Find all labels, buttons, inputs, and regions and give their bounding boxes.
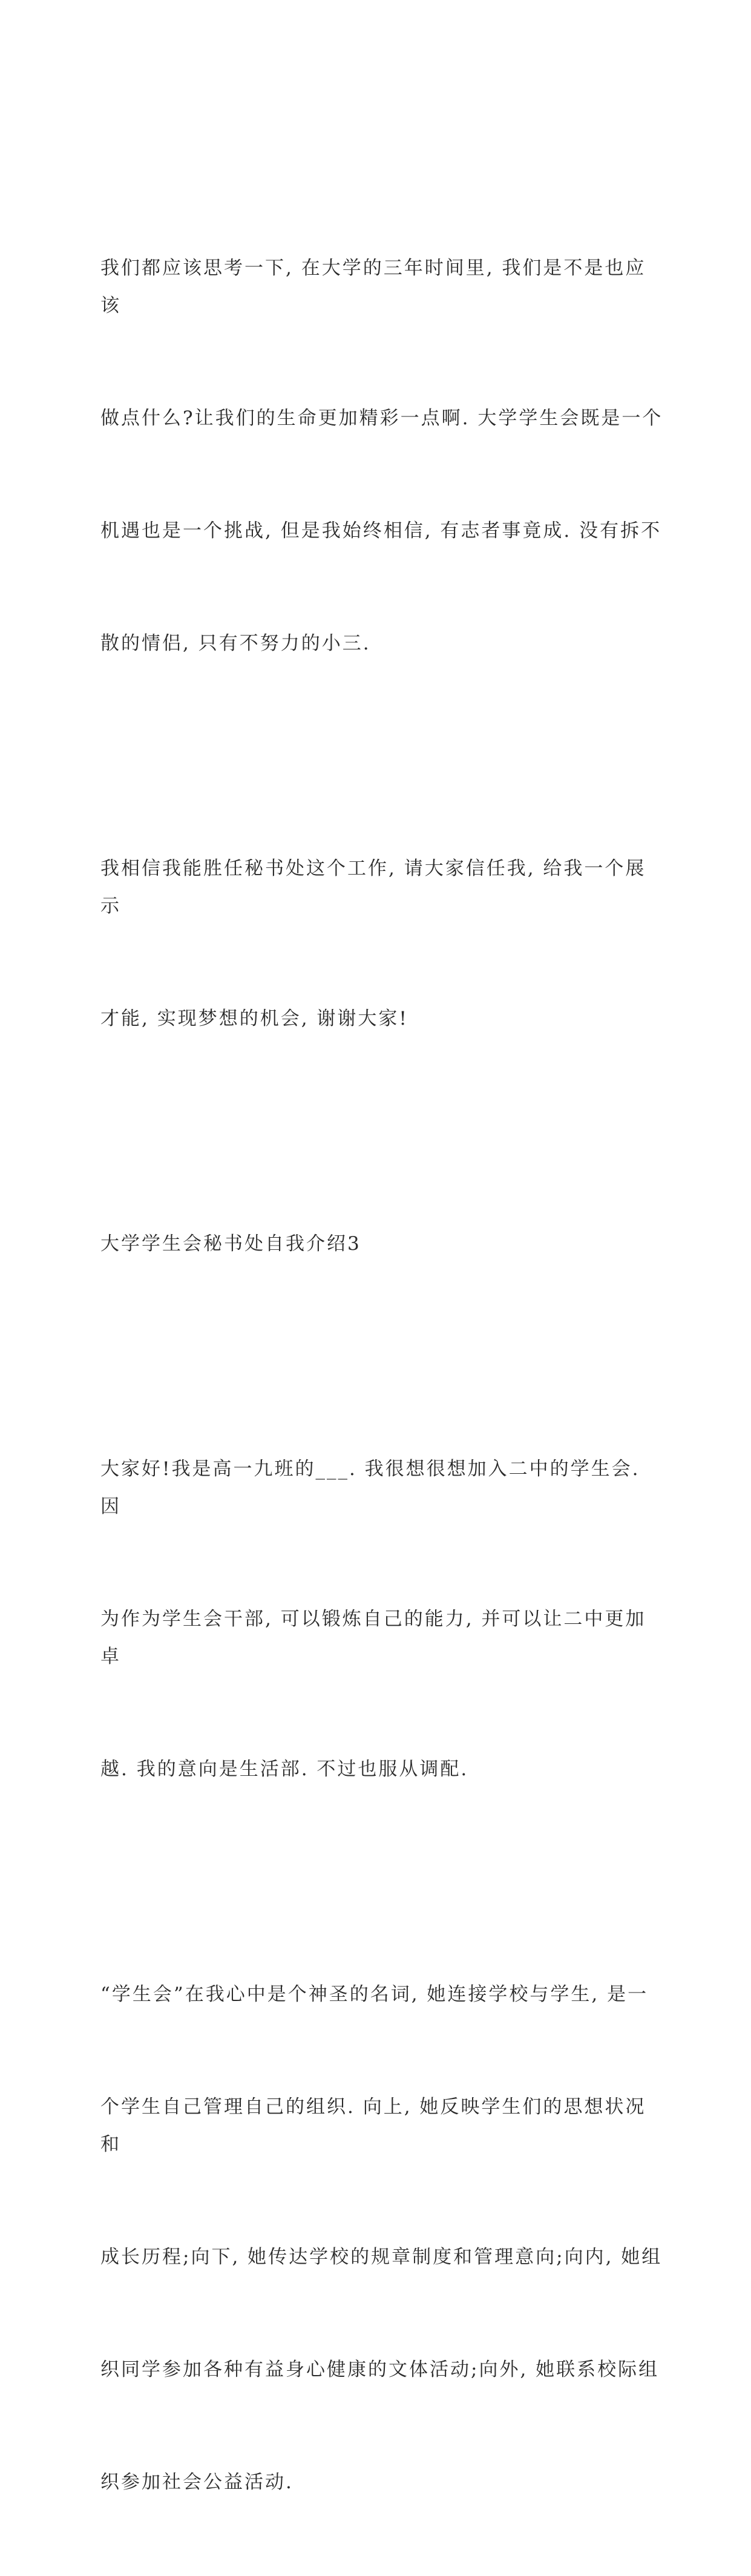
paragraph-spacer: [100, 737, 663, 775]
text-line: 越. 我的意向是生活部. 不过也服从调配.: [100, 1758, 469, 1780]
text-line: 个学生自己管理自己的组织. 向上, 她反映学生们的思想状况和: [100, 2096, 646, 2155]
text-line: 为作为学生会干部, 可以锻炼自己的能力, 并可以让二中更加卓: [100, 1608, 646, 1668]
paragraph-spacer: [100, 1863, 663, 1901]
text-line: 才能, 实现梦想的机会, 谢谢大家!: [100, 1008, 408, 1030]
document-body: [100, 174, 663, 2576]
text-line: 散的情侣, 只有不努力的小三.: [100, 632, 371, 654]
paragraph-spacer: [100, 1112, 663, 1150]
paragraph-student-union: [100, 1901, 663, 2576]
heading-line: 大学学生会秘书处自我介绍3: [100, 1233, 361, 1255]
paragraph-greeting: [100, 1375, 663, 1863]
text-line: “学生会”在我心中是个神圣的名词, 她连接学校与学生, 是一: [100, 1983, 649, 2005]
text-line: 做点什么?让我们的生命更加精彩一点啊. 大学学生会既是一个: [100, 407, 663, 429]
text-line: 大家好!我是高一九班的___. 我很想很想加入二中的学生会. 因: [100, 1458, 648, 1517]
text-line: 织同学参加各种有益身心健康的文体活动;向外, 她联系校际组: [100, 2359, 660, 2380]
text-line: 机遇也是一个挑战, 但是我始终相信, 有志者事竟成. 没有拆不: [100, 520, 662, 542]
text-line: 我们都应该思考一下, 在大学的三年时间里, 我们是不是也应该: [100, 257, 646, 317]
text-line: 织参加社会公益活动.: [100, 2471, 294, 2493]
paragraph-reflection: [100, 174, 663, 737]
paragraph-closing: [100, 775, 663, 1112]
paragraph-spacer: [100, 1338, 663, 1375]
text-line: 成长历程;向下, 她传达学校的规章制度和管理意向;向内, 她组: [100, 2246, 663, 2268]
text-line: 我相信我能胜任秘书处这个工作, 请大家信任我, 给我一个展示: [100, 858, 646, 917]
section-heading: [100, 1150, 663, 1338]
